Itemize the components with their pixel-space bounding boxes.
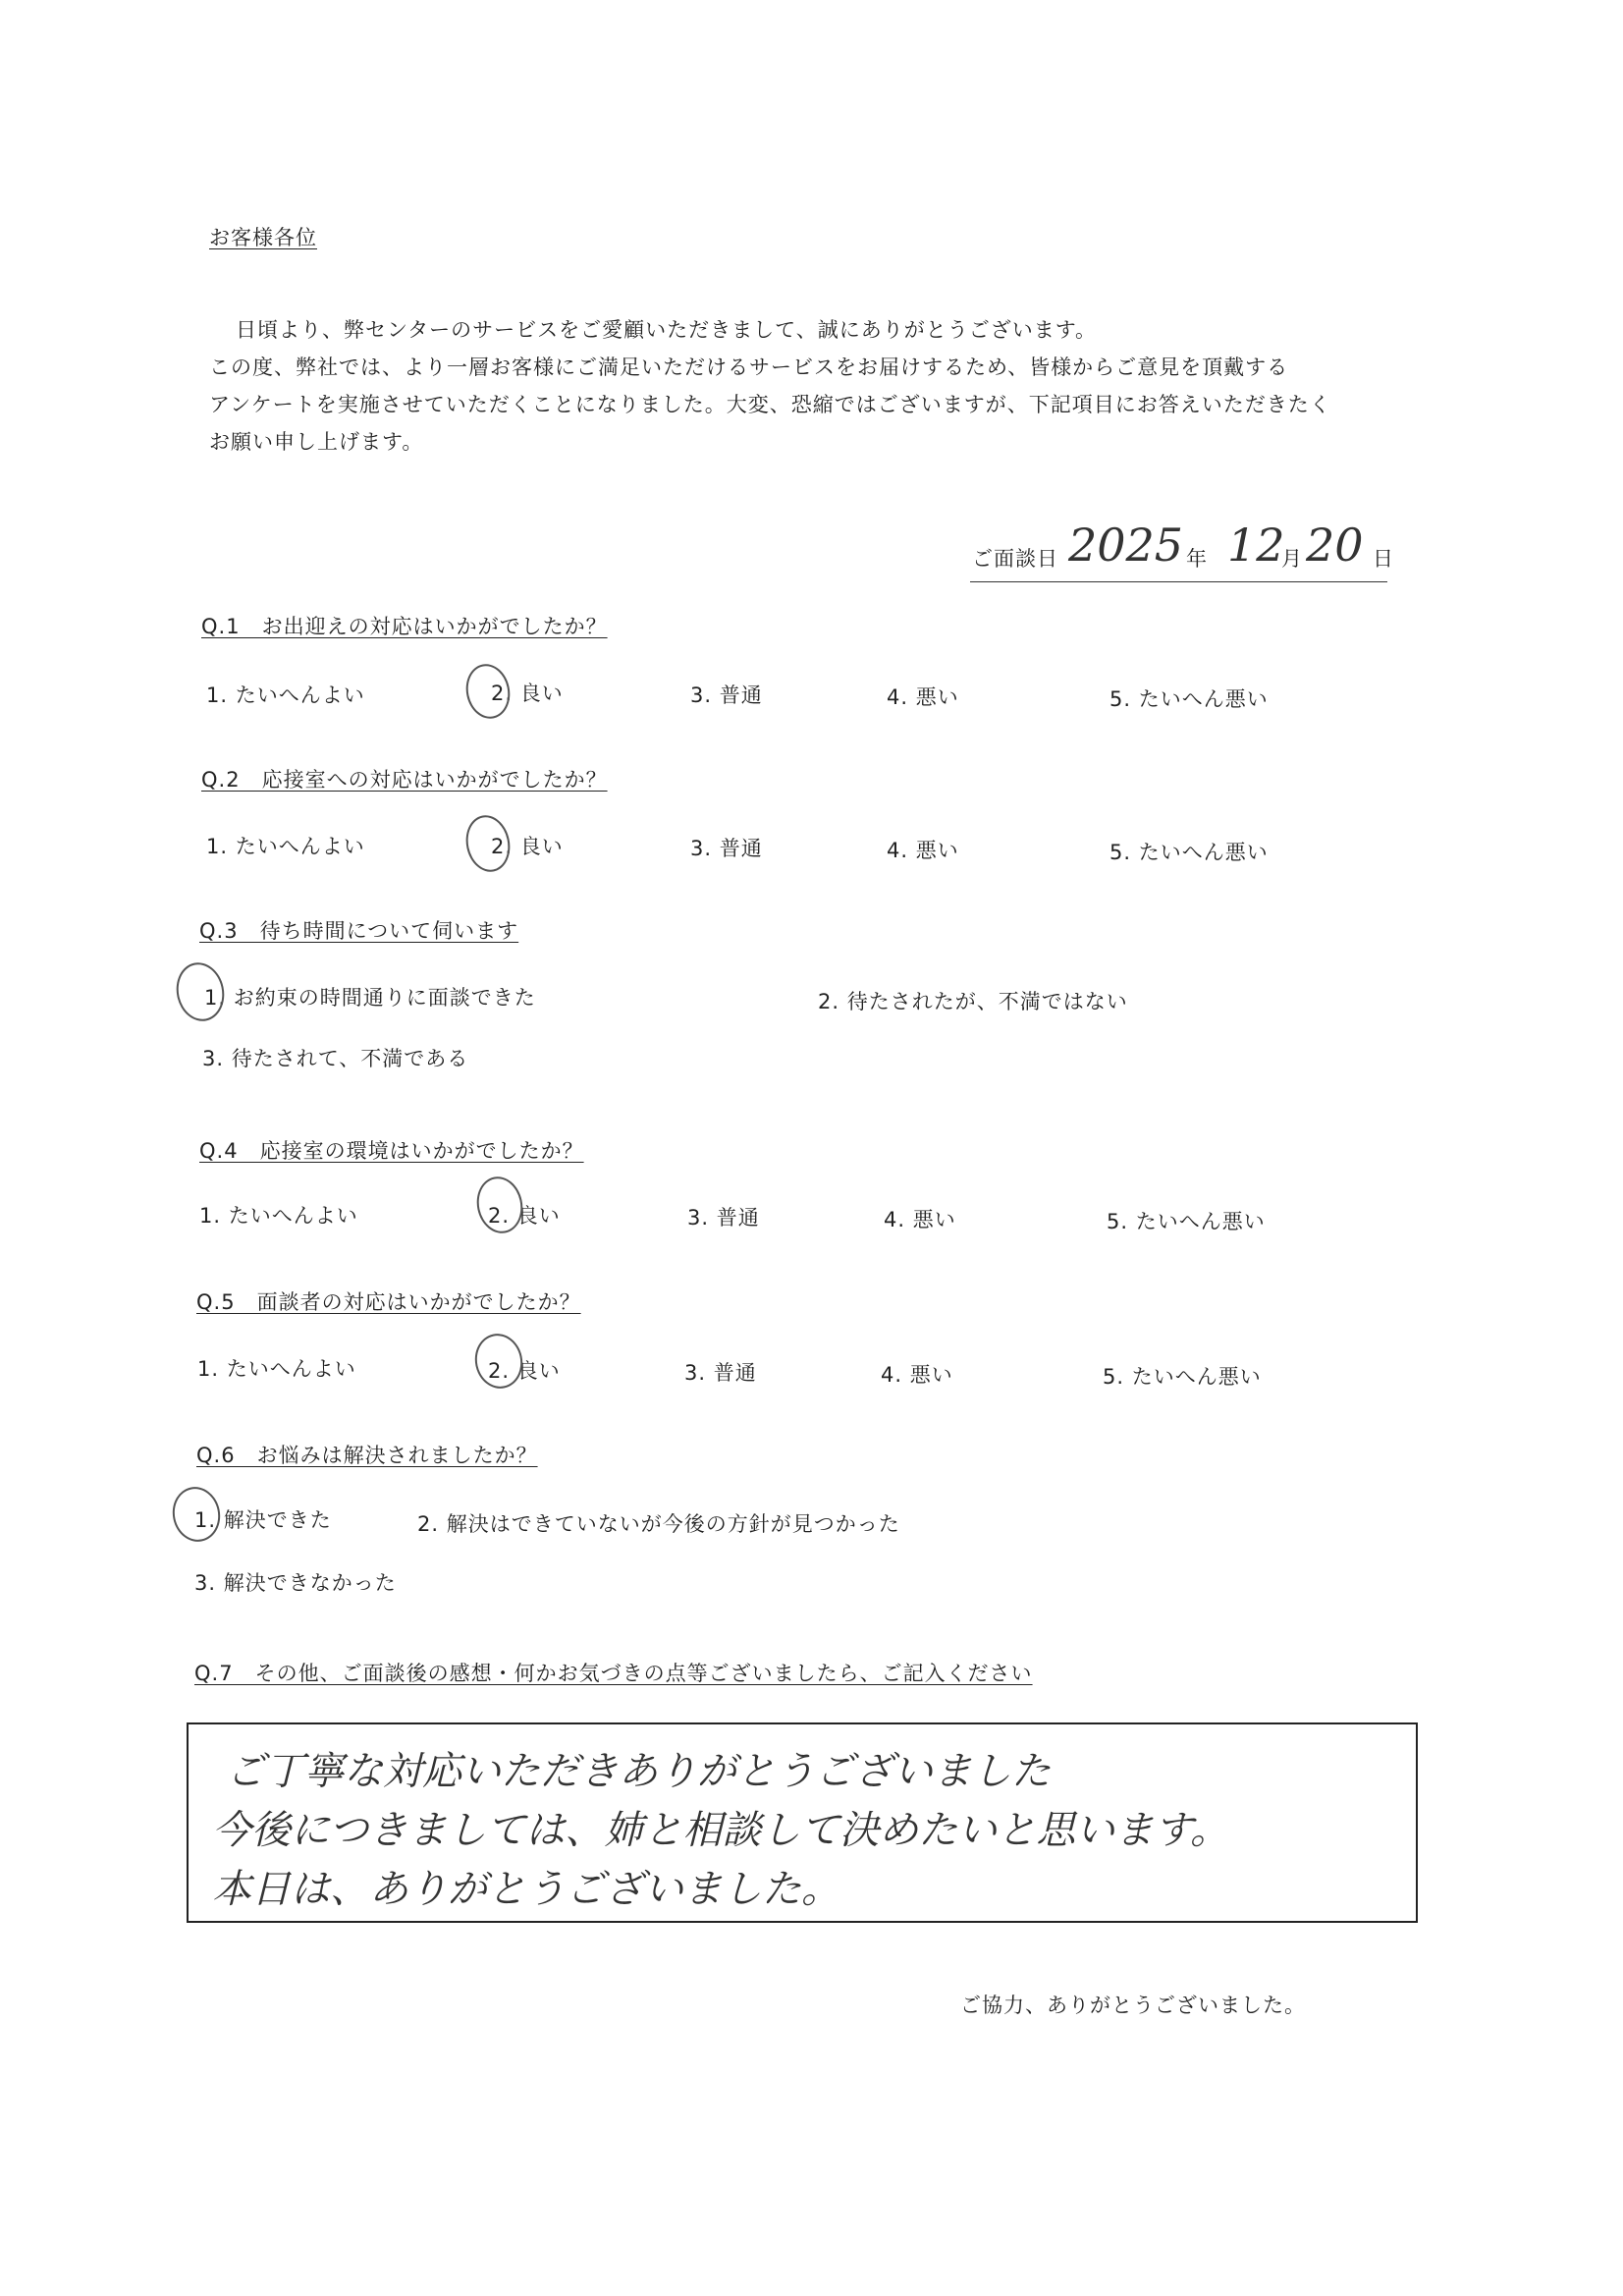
option-3[interactable]: 3. 普通: [690, 683, 763, 707]
date-year[interactable]: 2025: [1068, 519, 1184, 572]
option-4[interactable]: 4. 悪い: [884, 1208, 956, 1231]
date-label: ご面談日: [972, 547, 1058, 571]
option-1[interactable]: 1. 解決できた: [194, 1508, 332, 1532]
option-3[interactable]: 3. 普通: [690, 837, 763, 860]
intro-line-1: 日頃より、弊センターのサービスをご愛顧いただきまして、誠にありがとうございます。: [236, 318, 1098, 342]
option-2[interactable]: 2. 良い: [491, 835, 564, 858]
date-underline: [970, 581, 1387, 582]
option-3[interactable]: 3. 普通: [684, 1361, 757, 1385]
date-month-unit: 月: [1281, 547, 1303, 571]
question-title: Q.1 お出迎えの対応はいかがでしたか？: [201, 615, 608, 638]
option-2[interactable]: 2. 良い: [488, 1359, 561, 1383]
selection-circle: [171, 958, 229, 1026]
option-3[interactable]: 3. 解決できなかった: [194, 1571, 397, 1595]
option-1[interactable]: 1. たいへんよい: [199, 1204, 358, 1228]
selection-circle: [461, 660, 515, 723]
date-month[interactable]: 12: [1227, 519, 1285, 572]
option-5[interactable]: 5. たいへん悪い: [1109, 687, 1269, 711]
comment-box[interactable]: [187, 1722, 1418, 1923]
question-title: Q.6 お悩みは解決されましたか？: [196, 1444, 538, 1467]
option-4[interactable]: 4. 悪い: [887, 685, 959, 709]
option-3[interactable]: 3. 待たされて、不満である: [202, 1047, 469, 1070]
comment-line-3: 本日は、ありがとうございました。: [212, 1867, 840, 1912]
option-1[interactable]: 1. たいへんよい: [206, 683, 365, 707]
date-year-unit: 年: [1186, 547, 1208, 571]
option-4[interactable]: 4. 悪い: [881, 1363, 953, 1387]
option-5[interactable]: 5. たいへん悪い: [1103, 1365, 1262, 1389]
closing-thanks: ご協力、ありがとうございました。: [960, 1994, 1306, 2017]
option-2[interactable]: 2. 良い: [491, 682, 564, 705]
date-day[interactable]: 20: [1306, 519, 1364, 572]
option-1[interactable]: 1. たいへんよい: [206, 835, 365, 858]
question-title: Q.2 応接室への対応はいかがでしたか？: [201, 768, 608, 792]
comment-line-2: 今後につきましては、姉と相談して決めたいと思います。: [212, 1808, 1229, 1853]
intro-line-4: お願い申し上げます。: [209, 430, 424, 454]
option-2[interactable]: 2. 解決はできていないが今後の方針が見つかった: [417, 1512, 900, 1536]
option-3[interactable]: 3. 普通: [687, 1206, 760, 1230]
option-2[interactable]: 2. 良い: [488, 1204, 561, 1228]
intro-line-3: アンケートを実施させていただくことになりました。大変、恐縮ではございますが、下記項目にお答えいただきたく: [209, 393, 1331, 416]
question-title: Q.5 面談者の対応はいかがでしたか？: [196, 1290, 581, 1314]
option-5[interactable]: 5. たいへん悪い: [1107, 1210, 1266, 1233]
addressee: お客様各位: [209, 226, 317, 249]
date-day-unit: 日: [1373, 547, 1394, 571]
option-4[interactable]: 4. 悪い: [887, 839, 959, 862]
selection-circle: [460, 811, 514, 876]
question-title: Q.7 その他、ご面談後の感想・何かお気づきの点等ございましたら、ご記入ください: [194, 1662, 1033, 1685]
option-5[interactable]: 5. たいへん悪い: [1109, 841, 1269, 864]
question-title: Q.3 待ち時間について伺います: [199, 919, 519, 943]
option-1[interactable]: 1. たいへんよい: [197, 1357, 356, 1381]
question-title: Q.4 応接室の環境はいかがでしたか？: [199, 1139, 584, 1163]
option-1[interactable]: 1. お約束の時間通りに面談できた: [204, 986, 536, 1010]
intro-line-2: この度、弊社では、より一層お客様にご満足いただけるサービスをお届けするため、皆様からご意見を頂戴する: [209, 355, 1289, 379]
option-2[interactable]: 2. 待たされたが、不満ではない: [818, 990, 1128, 1013]
comment-line-1: ご丁寧な対応いただきありがとうございました: [226, 1749, 1051, 1794]
selection-circle: [168, 1483, 226, 1547]
